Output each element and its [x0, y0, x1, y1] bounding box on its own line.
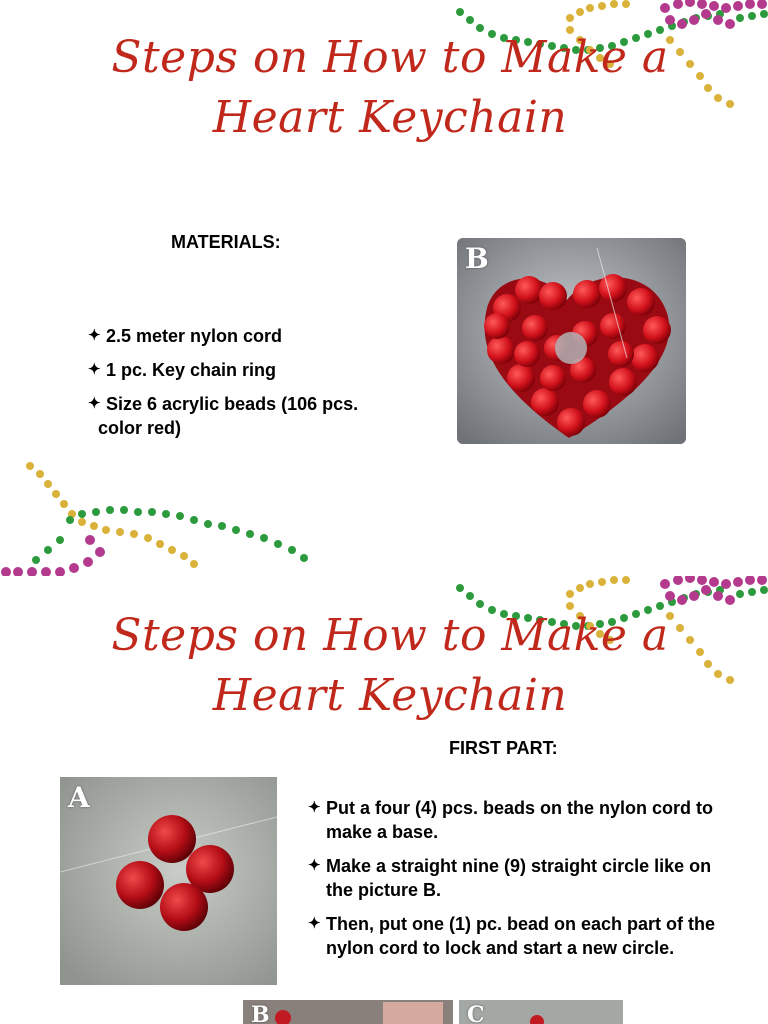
list-item — [308, 854, 728, 902]
heart-keychain-photo — [457, 238, 686, 444]
star-bullet-icon: ✦ — [88, 327, 101, 344]
step-photo-b — [243, 1000, 453, 1024]
materials-heading: MATERIALS: — [171, 232, 281, 252]
list-item — [308, 796, 728, 844]
first-part-heading: FIRST PART: — [449, 738, 558, 758]
photo-label: B — [251, 1002, 270, 1024]
title-line-2: Heart Keychain — [212, 670, 568, 721]
material-text: 2.5 meter nylon cord — [106, 326, 283, 346]
list-item — [88, 324, 368, 348]
title-line-2: Heart Keychain — [212, 92, 568, 143]
step-text: Then, put one (1) pc. bead on each part of the nylon cord to lock and start a new circle. — [326, 914, 716, 958]
title-line-1: Steps on How to Make a — [111, 610, 669, 661]
material-text: 1 pc. Key chain ring — [106, 360, 277, 380]
slide-2 — [0, 576, 768, 1024]
materials-list — [88, 324, 368, 450]
photo-label: A — [68, 781, 90, 814]
star-bullet-icon: ✦ — [308, 857, 321, 874]
star-bullet-icon: ✦ — [88, 361, 101, 378]
star-bullet-icon: ✦ — [308, 915, 321, 932]
mardi-gras-beads-bottom-left — [0, 460, 320, 576]
slide-title — [60, 606, 720, 726]
list-item — [88, 358, 368, 382]
slide-title — [60, 28, 720, 148]
title-line-1: Steps on How to Make a — [111, 32, 669, 83]
steps-list — [308, 796, 728, 970]
photo-label: C — [467, 1002, 485, 1024]
list-item — [308, 912, 728, 960]
photo-label: B — [465, 242, 489, 275]
star-bullet-icon: ✦ — [308, 799, 321, 816]
step-text: Put a four (4) pcs. beads on the nylon cord to make a base. — [326, 798, 714, 842]
material-text: Size 6 acrylic beads (106 pcs. color red) — [98, 394, 359, 438]
step-text: Make a straight nine (9) straight circle like on the picture B. — [326, 856, 712, 900]
star-bullet-icon: ✦ — [88, 395, 101, 412]
four-beads-base-photo — [60, 777, 277, 985]
list-item — [88, 392, 368, 440]
step-photo-c — [459, 1000, 623, 1024]
